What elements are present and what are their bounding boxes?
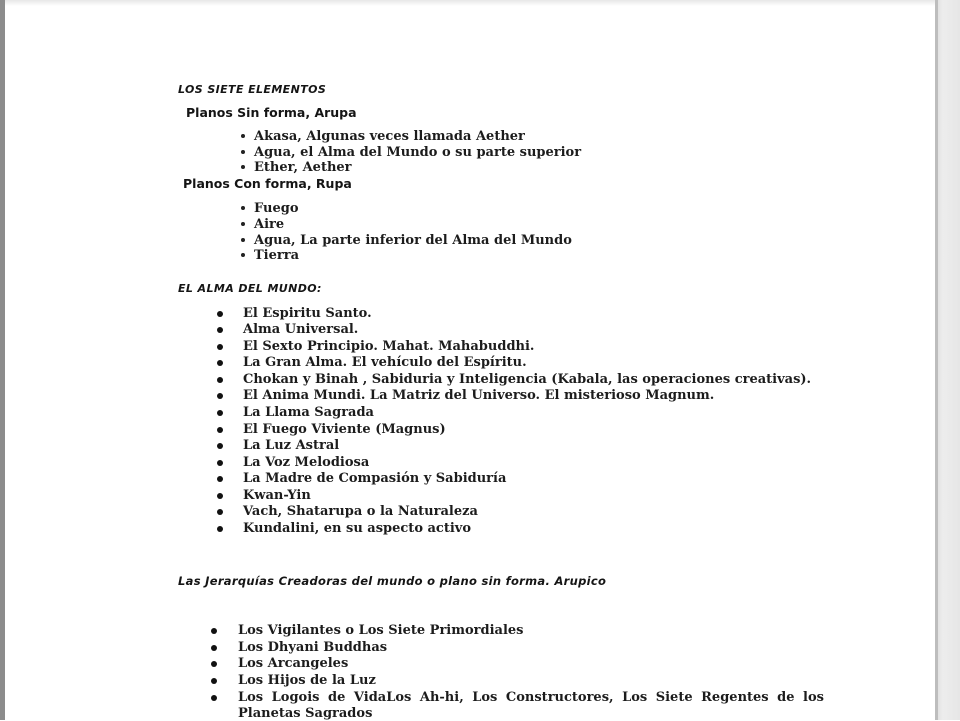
scan-left-edge [0, 0, 5, 720]
section-hierarchies-title: Las Jerarquías Creadoras del mundo o plano sin forma. Arupico [178, 574, 607, 588]
bullet [211, 661, 217, 667]
bullet [241, 150, 245, 154]
list-item: Fuego [254, 201, 299, 216]
list-item: Tierra [254, 248, 300, 263]
bullet [217, 311, 223, 317]
bullet [211, 695, 217, 701]
list-item: La Luz Astral [243, 438, 340, 453]
list-item: La Voz Melodiosa [243, 455, 370, 470]
bullet [217, 443, 223, 449]
list-item: Akasa, Algunas veces llamada Aether [254, 129, 525, 144]
bullet [241, 238, 245, 242]
bullet [217, 327, 223, 333]
bullet [217, 344, 223, 350]
list-item: Agua, La parte inferior del Alma del Mundo [254, 233, 572, 248]
list-item: La Madre de Compasión y Sabiduría [243, 471, 507, 486]
group-formless-title: Planos Sin forma, Arupa [186, 105, 357, 120]
scan-top-edge [0, 0, 960, 6]
bullet [211, 645, 217, 651]
list-item: El Sexto Principio. Mahat. Mahabuddhi. [243, 339, 535, 354]
bullet [241, 222, 245, 226]
list-item: Ether, Aether [254, 160, 352, 175]
list-item: Kundalini, en su aspecto activo [243, 521, 472, 536]
bullet [217, 393, 223, 399]
bullet [241, 253, 245, 257]
list-item: Kwan-Yin [243, 488, 311, 503]
bullet [217, 377, 223, 383]
bullet [217, 526, 223, 532]
section-elements-title: LOS SIETE ELEMENTOS [178, 83, 327, 96]
bullet [217, 460, 223, 466]
list-item: Los Dhyani Buddhas [238, 640, 388, 655]
bullet [241, 134, 245, 138]
list-item: Aire [254, 217, 285, 232]
list-item: El Anima Mundi. La Matriz del Universo. El misterioso Magnum. [243, 388, 715, 403]
list-item: Agua, el Alma del Mundo o su parte superior [254, 145, 582, 160]
list-item: La Gran Alma. El vehículo del Espíritu. [243, 355, 527, 370]
bullet [217, 360, 223, 366]
list-item: Los Hijos de la Luz [238, 673, 376, 688]
bullet [217, 410, 223, 416]
bullet [211, 628, 217, 634]
bullet [241, 206, 245, 210]
bullet [217, 427, 223, 433]
section-soul-title: EL ALMA DEL MUNDO: [178, 282, 322, 295]
list-item: Vach, Shatarupa o la Naturaleza [243, 504, 478, 519]
list-item-continuation: Planetas Sagrados [238, 706, 373, 721]
list-item: La Llama Sagrada [243, 405, 374, 420]
list-item: Los Arcangeles [238, 656, 349, 671]
list-item: El Fuego Viviente (Magnus) [243, 422, 446, 437]
scan-right-edge [938, 0, 960, 720]
bullet [211, 678, 217, 684]
list-item: El Espiritu Santo. [243, 306, 372, 321]
bullet [217, 509, 223, 515]
list-item: Alma Universal. [243, 322, 359, 337]
list-item: Chokan y Binah , Sabiduria y Inteligencia (Kabala, las operaciones creativas). [243, 372, 812, 387]
list-item: Los Logois de VidaLos Ah-hi, Los Constructores, Los Siete Regentes de los [238, 690, 824, 705]
list-item: Los Vigilantes o Los Siete Primordiales [238, 623, 524, 638]
group-form-title: Planos Con forma, Rupa [183, 176, 352, 191]
bullet [241, 165, 245, 169]
bullet [217, 476, 223, 482]
bullet [217, 493, 223, 499]
